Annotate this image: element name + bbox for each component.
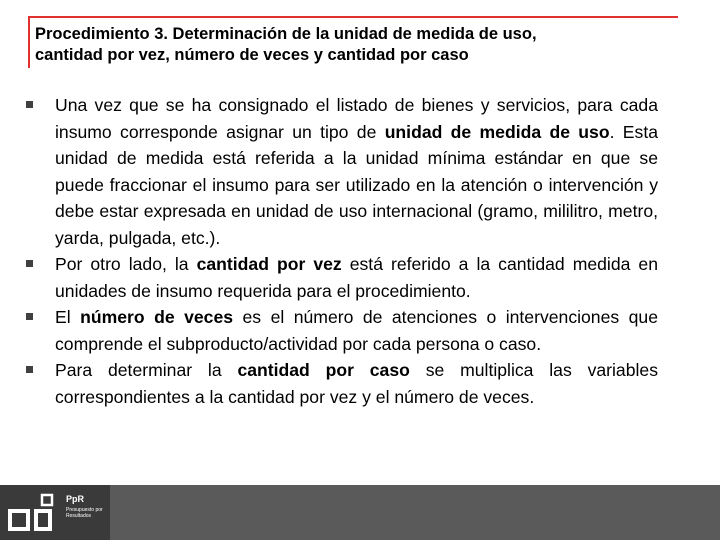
footer-bar — [0, 485, 720, 540]
square-bullet-icon — [26, 101, 33, 108]
bullet-text: Para determinar la — [55, 360, 238, 380]
square-bullet-icon — [26, 366, 33, 373]
slide-title-line-2: cantidad por vez, número de veces y cantidad por caso — [35, 46, 469, 64]
bullet-emphasis: unidad de medida de uso — [384, 121, 610, 142]
bullet-text: El — [55, 307, 81, 327]
ppr-logo-icon — [6, 491, 62, 537]
bullet-text: Por otro lado, la — [55, 254, 197, 274]
bullet-emphasis: número de veces — [80, 307, 234, 327]
bullet-text: es el número de atenciones o intervenciones que comprende el subproducto/actividad por cada persona o caso. — [55, 307, 658, 354]
bullet-text: Una vez que se ha consignado el listado de bienes y servicios, para cada insumo corresponde asignar un tipo de — [55, 95, 658, 142]
footer-logo-block — [0, 485, 110, 540]
bullet-emphasis: cantidad por caso — [237, 360, 410, 380]
brand-name: PpR — [66, 494, 84, 504]
bullet-item — [24, 357, 658, 410]
brand-subtitle: Presupuesto por Resultados — [66, 507, 103, 519]
bullet-text: está referido a la cantidad medida en unidades de insumo requerida para el procedimiento. — [55, 254, 658, 301]
square-bullet-icon — [26, 260, 33, 267]
bullet-text: . Esta unidad de medida está referida a la unidad mínima estándar en que se puede fraccionar el insumo para ser utilizado en la atención o intervención y debe estar expresada en unidad de uso internacional (gramo, mililitro, metro, yarda, pulgada, etc.). — [55, 121, 659, 248]
bullet-text: se multiplica las variables correspondientes a la cantidad por vez y el número de veces. — [55, 360, 658, 407]
bullet-item — [24, 304, 658, 357]
title-rule-left — [28, 16, 30, 68]
bullet-item — [24, 92, 658, 251]
bullet-emphasis: cantidad por vez — [196, 254, 342, 274]
bullet-item — [24, 251, 658, 304]
bullet-list — [24, 92, 658, 410]
slide-title — [35, 24, 675, 66]
title-rule-top — [28, 16, 678, 18]
slide-title-line-1: Procedimiento 3. Determinación de la unidad de medida de uso, — [35, 25, 537, 43]
square-bullet-icon — [26, 313, 33, 320]
